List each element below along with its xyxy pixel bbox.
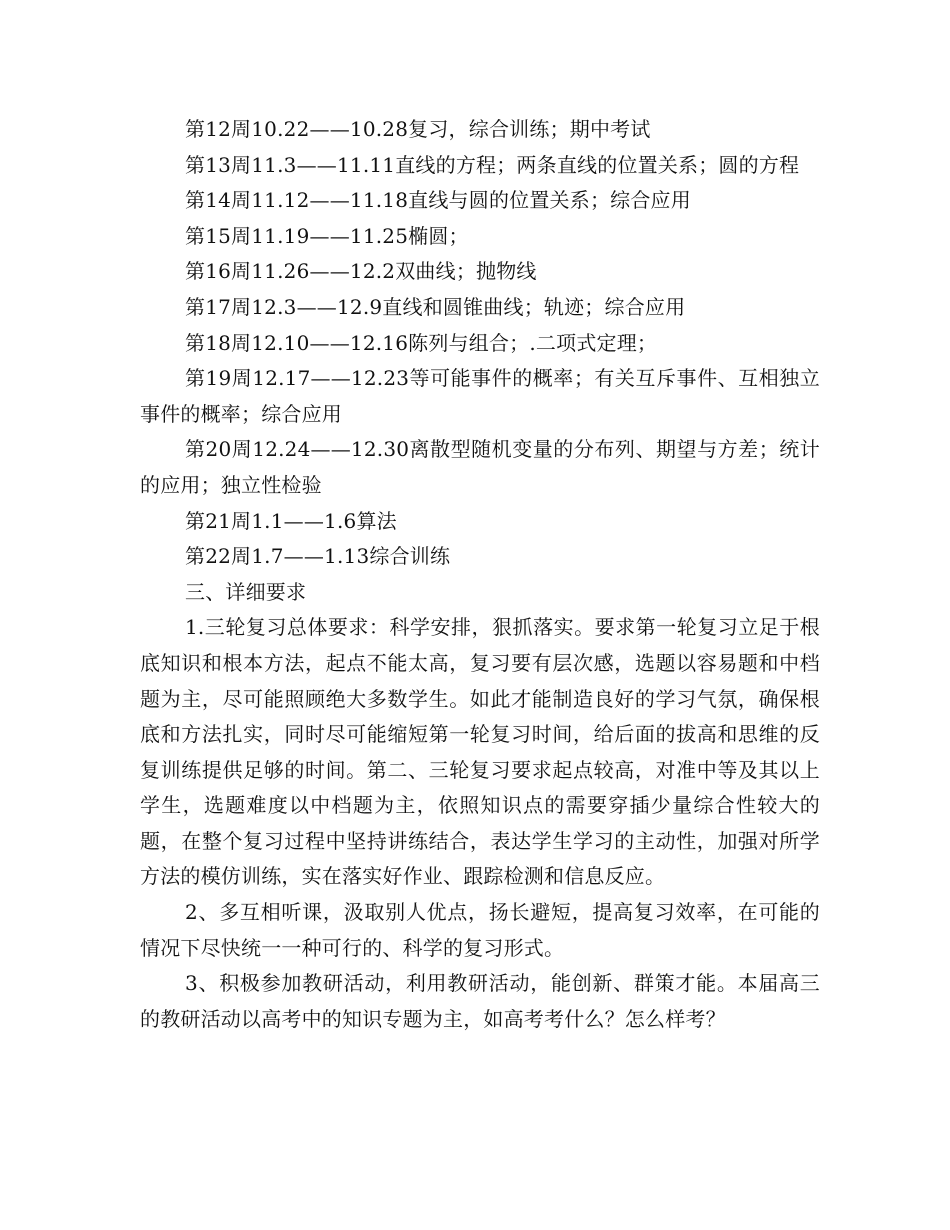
schedule-week-21: 第21周1.1——1.6算法 [185, 508, 397, 533]
schedule-week-14: 第14周11.12——11.18直线与圆的位置关系；综合应用 [185, 188, 691, 213]
requirement-2: 2、多互相听课，汲取别人优点，扬长避短，提高复习效率，在可能的情况下尽快统一一种可行的、科学的复习形式。 [140, 900, 820, 960]
schedule-week-16: 第16周11.26——12.2双曲线；抛物线 [185, 259, 537, 284]
schedule-week-13: 第13周11.3——11.11直线的方程；两条直线的位置关系；圆的方程 [185, 152, 800, 177]
requirement-3: 3、积极参加教研活动，利用教研活动，能创新、群策才能。本届高三的教研活动以高考中的知识专题为主，如高考考什么？怎么样考？ [140, 971, 820, 1031]
schedule-week-22: 第22周1.7——1.13综合训练 [185, 544, 451, 569]
schedule-week-12: 第12周10.22——10.28复习，综合训练；期中考试 [185, 117, 651, 141]
document-body [140, 112, 820, 1037]
schedule-week-19: 第19周12.17——12.23等可能事件的概率；有关互斥事件、互相独立事件的概率；综合应用 [140, 366, 820, 426]
section-heading: 三、详细要求 [185, 579, 307, 604]
requirement-1: 1.三轮复习总体要求：科学安排，狠抓落实。要求第一轮复习立足于根底知识和根本方法，起点不能太高，复习要有层次感，选题以容易题和中档题为主，尽可能照顾绝大多数学生。如此才能制造良好的学习气氛，确保根底和方法扎实，同时尽可能缩短第一轮复习时间，给后面的拔高和思维的反复训练提供足够的时间。第二、三轮复习要求起点较高，对准中等及其以上学生，选题难度以中档题为主，依照知识点的需要穿插少量综合性较大的题，在整个复习过程中坚持讲练结合，表达学生学习的主动性，加强对所学方法的模仿训练，实在落实好作业、跟踪检测和信息反应。 [140, 615, 820, 889]
schedule-week-15: 第15周11.19——11.25椭圆； [185, 223, 469, 248]
schedule-week-17: 第17周12.3——12.9直线和圆锥曲线；轨迹；综合应用 [185, 294, 686, 319]
schedule-week-18: 第18周12.10——12.16陈列与组合；.二项式定理； [185, 330, 658, 355]
schedule-week-20: 第20周12.24——12.30离散型随机变量的分布列、期望与方差；统计的应用；独立性检验 [140, 437, 820, 497]
